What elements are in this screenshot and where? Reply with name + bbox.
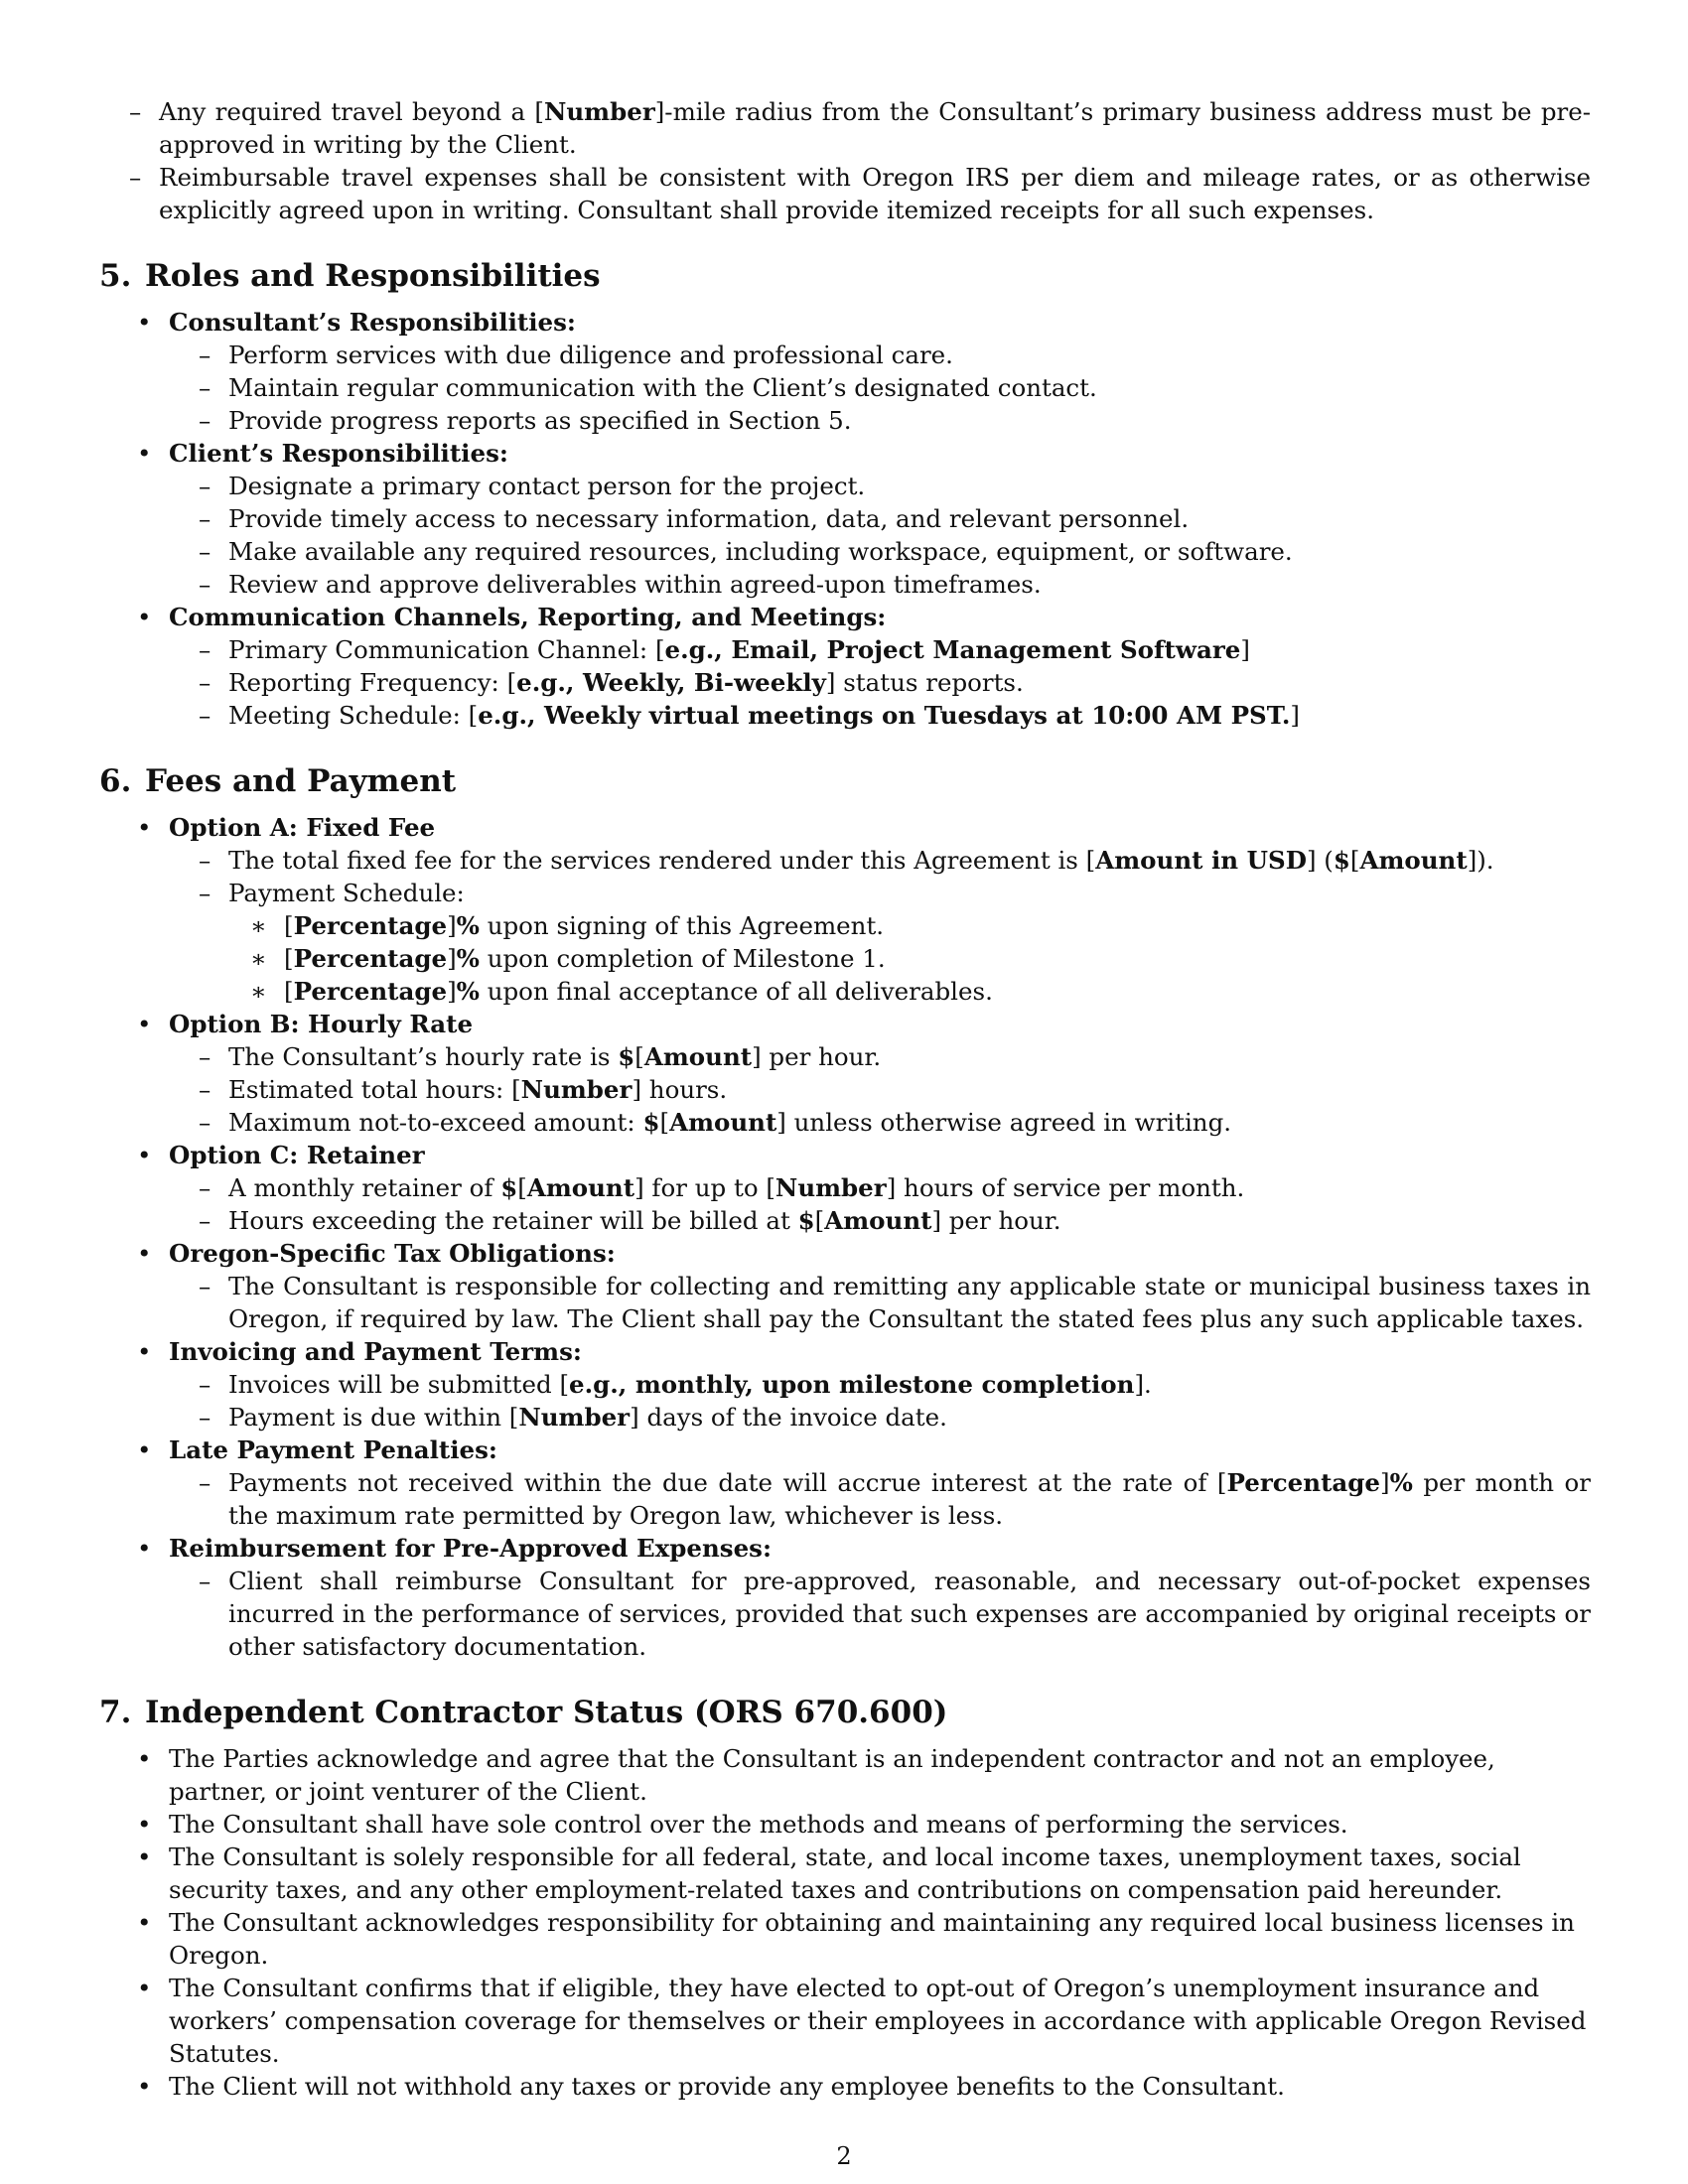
list-item: • Client’s Responsibilities: – Designate a primary contact person for the project. – Provide timely access to necessary information, data, and relevant personnel. – Make available any required resources, including workspace, equipment, or software. – Review and approve deliverables within agreed-upon timeframes. [99, 437, 1591, 601]
list-item: ∗ [Percentage]% upon signing of this Agreement. [250, 911, 885, 940]
section-6-list [99, 811, 1591, 1663]
list-item: – Hours exceeding the retainer will be billed at $[Amount] per hour. [199, 1206, 1061, 1235]
list-item: – Meeting Schedule: [e.g., Weekly virtual meetings on Tuesdays at 10:00 AM PST.] [199, 701, 1300, 730]
list-item: • Reimbursement for Pre-Approved Expenses: – Client shall reimburse Consultant for pre-approved, reasonable, and necessary out-of-pocket expenses incurred in the performance of services, provided that such expenses are accompanied by original receipts or other satisfactory documentation. [137, 1534, 1591, 1661]
list-item: – Maximum not-to-exceed amount: $[Amount] unless otherwise agreed in writing. [199, 1108, 1232, 1137]
list-item: – Client shall reimburse Consultant for pre-approved, reasonable, and necessary out-of-pocket expenses incurred in the performance of services, provided that such expenses are accompanied by original receipts or other satisfactory documentation. [199, 1567, 1591, 1661]
page-number: 2 [836, 2142, 852, 2170]
section-heading-5: 5. Roles and Responsibilities [99, 258, 601, 294]
list-item: – Review and approve deliverables within agreed-upon timeframes. [199, 570, 1042, 599]
list-item: • Oregon-Specific Tax Obligations: – The Consultant is responsible for collecting and remitting any applicable state or municipal business taxes in Oregon, if required by law. The Client shall pay the Consultant the stated fees plus any such applicable taxes. [137, 1239, 1591, 1333]
list-item: – Reporting Frequency: [e.g., Weekly, Bi-weekly] status reports. [199, 668, 1024, 697]
list-item: – Any required travel beyond a [Number]-mile radius from the Consultant’s primary business address must be pre-approved in writing by the Client. [129, 97, 1591, 159]
list-item: – Perform services with due diligence and professional care. [199, 341, 953, 369]
list-item: • The Client will not withhold any taxes or provide any employee benefits to the Consultant. [137, 2072, 1285, 2101]
section-heading-6: 6. Fees and Payment [99, 763, 457, 799]
list-item: – Invoices will be submitted [e.g., monthly, upon milestone completion]. [199, 1370, 1152, 1399]
list-item: • The Consultant is solely responsible for all federal, state, and local income taxes, unemployment taxes, social security taxes, and any other employment-related taxes and contributions on compensation paid hereunder. [137, 1843, 1521, 1904]
list-item: – Primary Communication Channel: [e.g., Email, Project Management Software] [199, 635, 1250, 664]
section-5-list [99, 306, 1591, 732]
list-item: ∗ [Percentage]% upon final acceptance of all deliverables. [250, 977, 993, 1006]
list-item: – The Consultant’s hourly rate is $[Amount] per hour. [199, 1042, 882, 1071]
list-item: – Estimated total hours: [Number] hours. [199, 1075, 728, 1104]
list-item: • Communication Channels, Reporting, and Meetings: – Primary Communication Channel: [e.g., Email, Project Management Software] – Reporting Frequency: [e.g., Weekly, Bi-weekly] status reports. – Meeting Schedule: [e.g., Weekly virtual meetings on Tuesdays at 10:00 AM PST.] [99, 601, 1591, 732]
list-item: – Payment Schedule: ∗ [Percentage]% upon signing of this Agreement. ∗ [Percentage]% upon completion of Milestone 1. ∗ [Percentage]% upon final acceptance of all deliverables. [169, 877, 1591, 1008]
list-item: – The Consultant is responsible for collecting and remitting any applicable state or municipal business taxes in Oregon, if required by law. The Client shall pay the Consultant the stated fees plus any such applicable taxes. [199, 1272, 1591, 1333]
section-7-list [99, 1742, 1591, 2103]
list-item: • The Parties acknowledge and agree that the Consultant is an independent contractor and not an employee, partner, or joint venturer of the Client. [137, 1744, 1495, 1806]
section-heading-7: 7. Independent Contractor Status (ORS 670.600) [99, 1695, 948, 1730]
list-item: • Option B: Hourly Rate – The Consultant’s hourly rate is $[Amount] per hour. – Estimated total hours: [Number] hours. – Maximum not-to-exceed amount: $[Amount] unless otherwise agreed in writing. [99, 1008, 1591, 1139]
list-item: – Maintain regular communication with the Client’s designated contact. [199, 373, 1097, 402]
list-item: • The Consultant acknowledges responsibility for obtaining and maintaining any required local business licenses in Oregon. [137, 1908, 1575, 1970]
list-item: • Invoicing and Payment Terms: – Invoices will be submitted [e.g., monthly, upon milestone completion]. – Payment is due within [Number] days of the invoice date. [99, 1335, 1591, 1433]
list-item: • Option A: Fixed Fee – The total fixed fee for the services rendered under this Agreement is [Amount in USD] ($[Amount]). – Payment Schedule: ∗ [Percentage]% upon signing of this Agreement. ∗ [Percentage]% upon completion of Milestone 1. ∗ [Percentage]% upon final acceptance of all deliverables. [99, 811, 1591, 1008]
list-item: • Option C: Retainer – A monthly retainer of $[Amount] for up to [Number] hours of service per month. – Hours exceeding the retainer will be billed at $[Amount] per hour. [99, 1139, 1591, 1237]
list-item: • Late Payment Penalties: – Payments not received within the due date will accrue interest at the rate of [Percentage]% per month or the maximum rate permitted by Oregon law, whichever is less. [137, 1435, 1591, 1530]
list-item: – Reimbursable travel expenses shall be consistent with Oregon IRS per diem and mileage rates, or as otherwise explicitly agreed upon in writing. Consultant shall provide itemized receipts for all such expenses. [129, 163, 1591, 224]
list-item: – Make available any required resources, including workspace, equipment, or software. [199, 537, 1293, 566]
document-page [99, 95, 1591, 2103]
list-item: – Provide timely access to necessary information, data, and relevant personnel. [199, 504, 1190, 533]
list-item: • The Consultant shall have sole control over the methods and means of performing the services. [137, 1810, 1348, 1839]
list-item: – Payments not received within the due date will accrue interest at the rate of [Percentage]% per month or the maximum rate permitted by Oregon law, whichever is less. [199, 1468, 1591, 1530]
list-item: – Payment is due within [Number] days of the invoice date. [199, 1403, 947, 1432]
list-item: – A monthly retainer of $[Amount] for up to [Number] hours of service per month. [199, 1173, 1245, 1202]
list-item: • Consultant’s Responsibilities: – Perform services with due diligence and professional care. – Maintain regular communication with the Client’s designated contact. – Provide progress reports as specified in Section 5. [99, 306, 1591, 437]
list-item: – The total fixed fee for the services rendered under this Agreement is [Amount in USD] ($[Amount]). [199, 846, 1494, 875]
continued-travel-list [99, 95, 1591, 226]
list-item: – Provide progress reports as specified in Section 5. [199, 406, 852, 435]
list-item: ∗ [Percentage]% upon completion of Milestone 1. [250, 944, 886, 973]
list-item: • The Consultant confirms that if eligible, they have elected to opt-out of Oregon’s unemployment insurance and workers’ compensation coverage for themselves or their employees in accordance with applicable Oregon Revised Statutes. [137, 1974, 1587, 2068]
list-item: – Designate a primary contact person for the project. [199, 472, 866, 500]
